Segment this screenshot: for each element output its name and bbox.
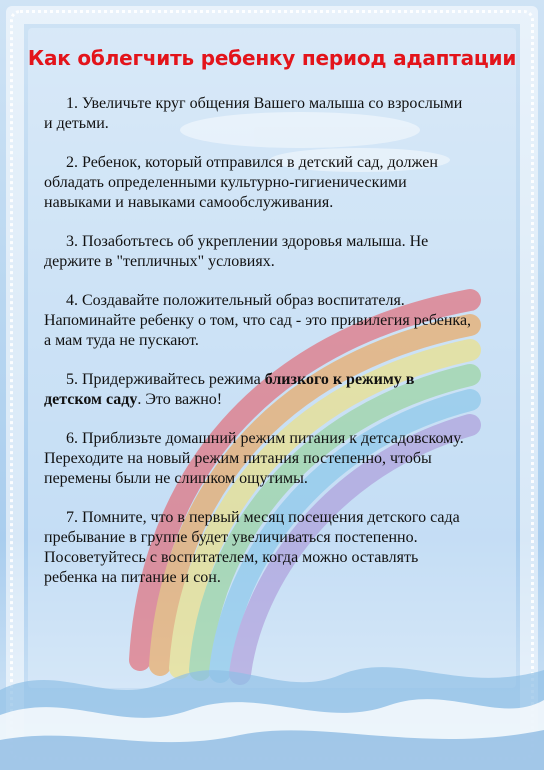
tip-item: 3. Позаботьтесь об укреплении здоровья малыша. Не держите в "тепличных" условиях.: [44, 233, 429, 270]
tip-item: 4. Создавайте положительный образ воспитателя. Напоминайте ребенку о том, что сад - это привилегия ребенка, а мам туда не пускают.: [44, 292, 472, 349]
tip-item: 2. Ребенок, который отправился в детский сад, должен обладать определенными культурно-гигиеническими навыками и навыками самообслуживания.: [44, 154, 438, 211]
tips-list: [44, 94, 474, 607]
tip-item: 7. Помните, что в первый месяц посещения детского сада пребывание в группе будет увеличиваться постепенно. Посоветуйтесь с воспитателем, когда можно оставлять ребенка на питание и сон.: [44, 509, 460, 586]
tip-item: 1. Увеличьте круг общения Вашего малыша со взрослыми и детьми.: [44, 95, 463, 132]
tip-emphasis: близкого к режиму в детском саду: [44, 371, 415, 408]
tip-text: 5. Придерживайтесь режима: [66, 371, 265, 388]
page-title: Как облегчить ребенку период адаптации: [27, 46, 517, 70]
tip-item: 6. Приблизьте домашний режим питания к детсадовскому. Переходите на новый режим питания постепенно, чтобы перемены были не слишком ощутимы.: [44, 430, 464, 487]
sea-waves-graphic: [0, 630, 544, 770]
tip-text: . Это важно!: [137, 391, 223, 408]
tip-item: [44, 370, 474, 410]
